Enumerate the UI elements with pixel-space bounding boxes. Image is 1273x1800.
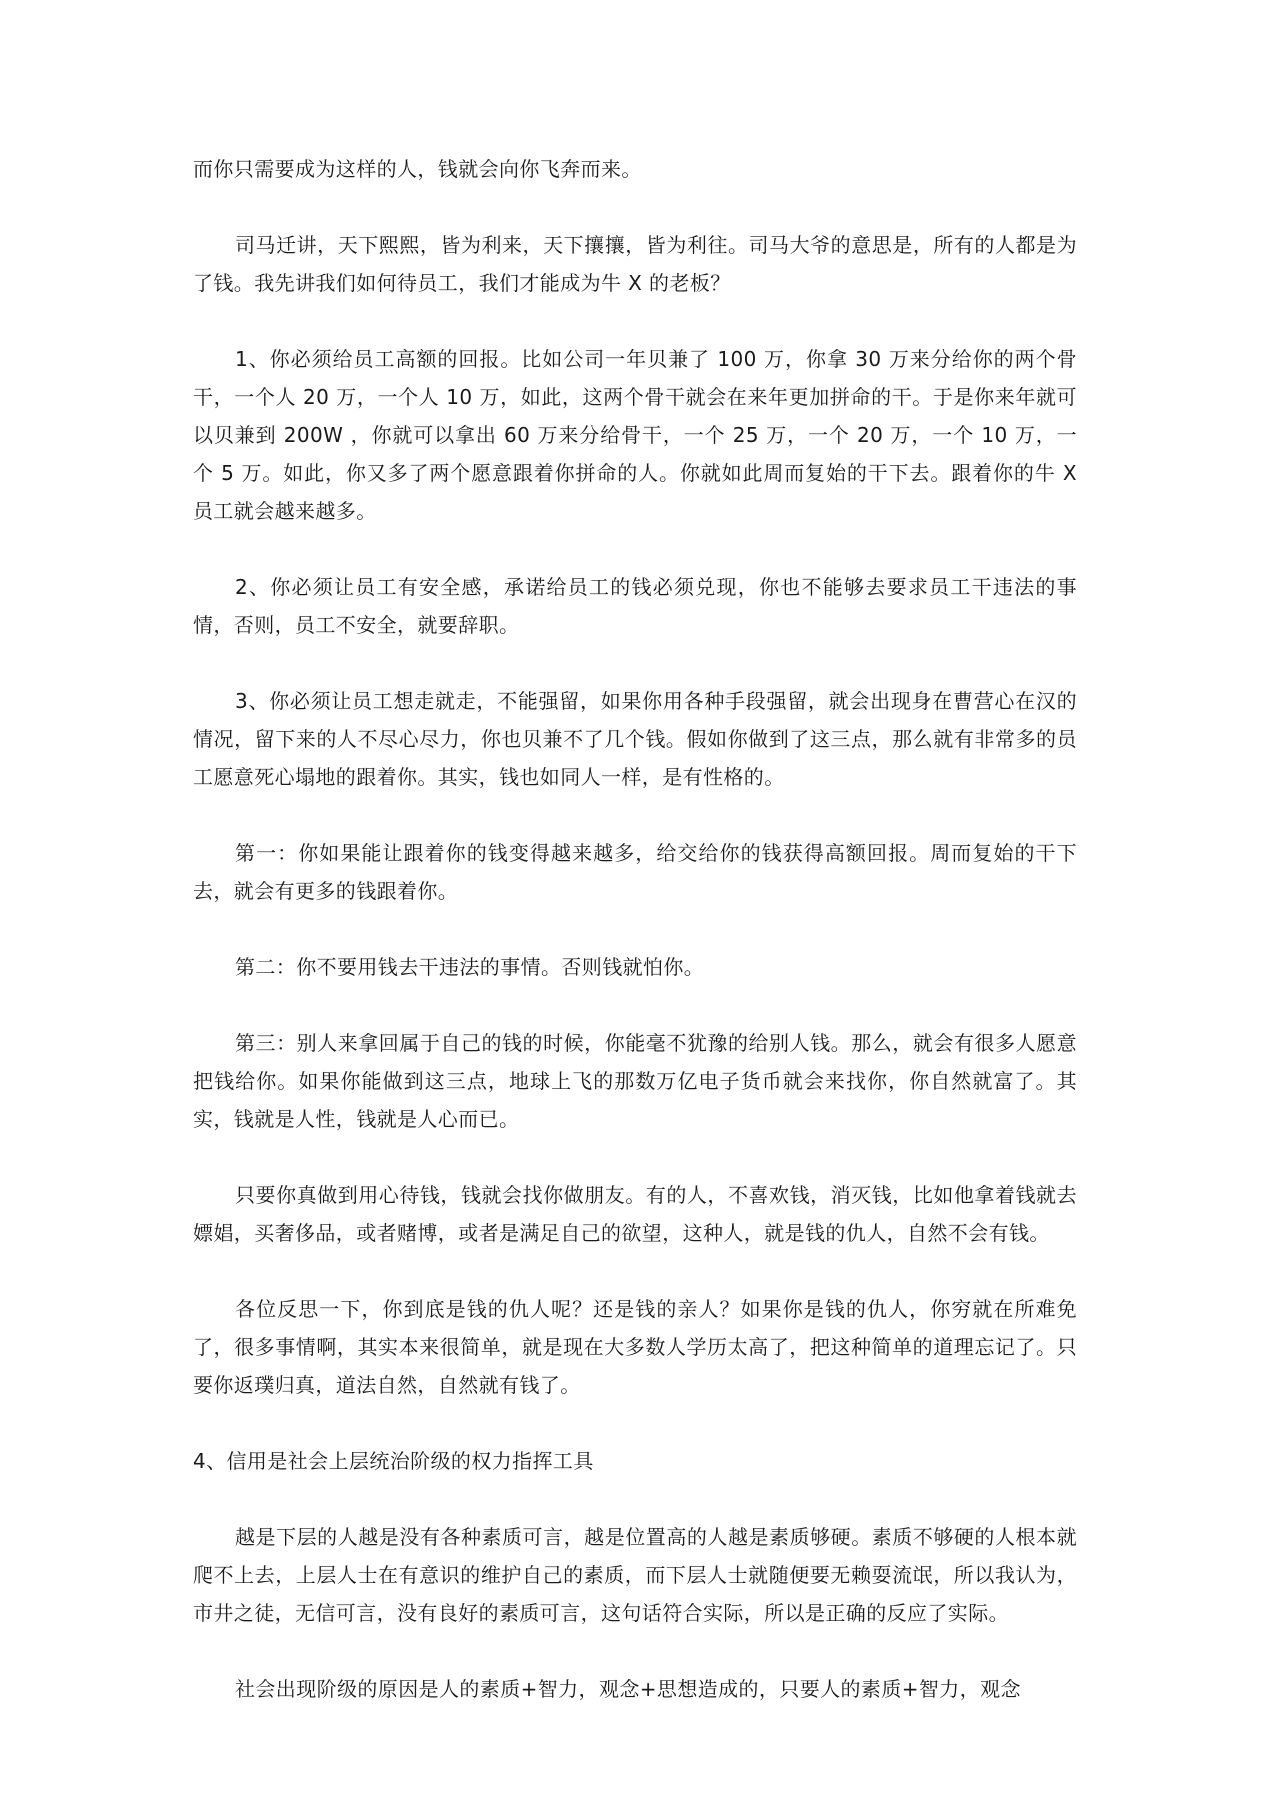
paragraph-11: 越是下层的人越是没有各种素质可言，越是位置高的人越是素质够硬。素质不够硬的人根本就爬不上去，上层人士在有意识的维护自己的素质，而下层人士就随便要无赖耍流氓，所以我认为，市井之徒，无信可言，没有良好的素质可言，这句话符合实际，所以是正确的反应了实际。 [193,1525,1077,1625]
paragraph-2: 司马迁讲，天下熙熙，皆为利来，天下攘攘，皆为利往。司马大爷的意思是，所有的人都是为了钱。我先讲我们如何待员工，我们才能成为牛 X 的老板？ [193,233,1077,295]
paragraph-7: 第二：你不要用钱去干违法的事情。否则钱就怕你。 [235,955,705,979]
paragraph-12: 社会出现阶级的原因是人的素质+智力，观念+思想造成的，只要人的素质+智力，观念 [235,1677,1021,1701]
paragraph-6: 第一：你如果能让跟着你的钱变得越来越多，给交给你的钱获得高额回报。周而复始的干下去，就会有更多的钱跟着你。 [193,841,1077,903]
paragraph-5: 3、你必须让员工想走就走，不能强留，如果你用各种手段强留，就会出现身在曹营心在汉的情况，留下来的人不尽心尽力，你也贝兼不了几个钱。假如你做到了这三点，那么就有非常多的员工愿意死心塌地的跟着你。其实，钱也如同人一样，是有性格的。 [193,689,1077,789]
paragraph-9: 只要你真做到用心待钱，钱就会找你做朋友。有的人，不喜欢钱，消灭钱，比如他拿着钱就去嫖娼，买奢侈品，或者赌博，或者是满足自己的欲望，这种人，就是钱的仇人，自然不会有钱。 [193,1183,1077,1245]
section-heading: 4、信用是社会上层统治阶级的权力指挥工具 [193,1449,594,1473]
document-body [193,150,1077,1746]
paragraph-8: 第三：别人来拿回属于自己的钱的时候，你能毫不犹豫的给别人钱。那么，就会有很多人愿意把钱给你。如果你能做到这三点，地球上飞的那数万亿电子货币就会来找你，你自然就富了。其实，钱就是人性，钱就是人心而已。 [193,1031,1077,1131]
paragraph-10: 各位反思一下，你到底是钱的仇人呢？还是钱的亲人？如果你是钱的仇人，你穷就在所难免了，很多事情啊，其实本来很简单，就是现在大多数人学历太高了，把这种简单的道理忘记了。只要你返璞归真，道法自然，自然就有钱了。 [193,1297,1077,1397]
paragraph-1: 而你只需要成为这样的人，钱就会向你飞奔而来。 [193,157,642,181]
paragraph-3: 1、你必须给员工高额的回报。比如公司一年贝兼了 100 万，你拿 30 万来分给你的两个骨干，一个人 20 万，一个人 10 万，如此，这两个骨干就会在来年更加拼命的干。于是你来年就可以贝兼到 200W ，你就可以拿出 60 万来分给骨干，一个 25 万，一个 20 万，一个 10 万，一个 5 万。如此，你又多了两个愿意跟着你拼命的人。你就如此周而复始的干下去。跟着你的牛 X 员工就会越来越多。 [193,347,1077,523]
paragraph-4: 2、你必须让员工有安全感，承诺给员工的钱必须兑现，你也不能够去要求员工干违法的事情，否则，员工不安全，就要辞职。 [193,575,1077,637]
